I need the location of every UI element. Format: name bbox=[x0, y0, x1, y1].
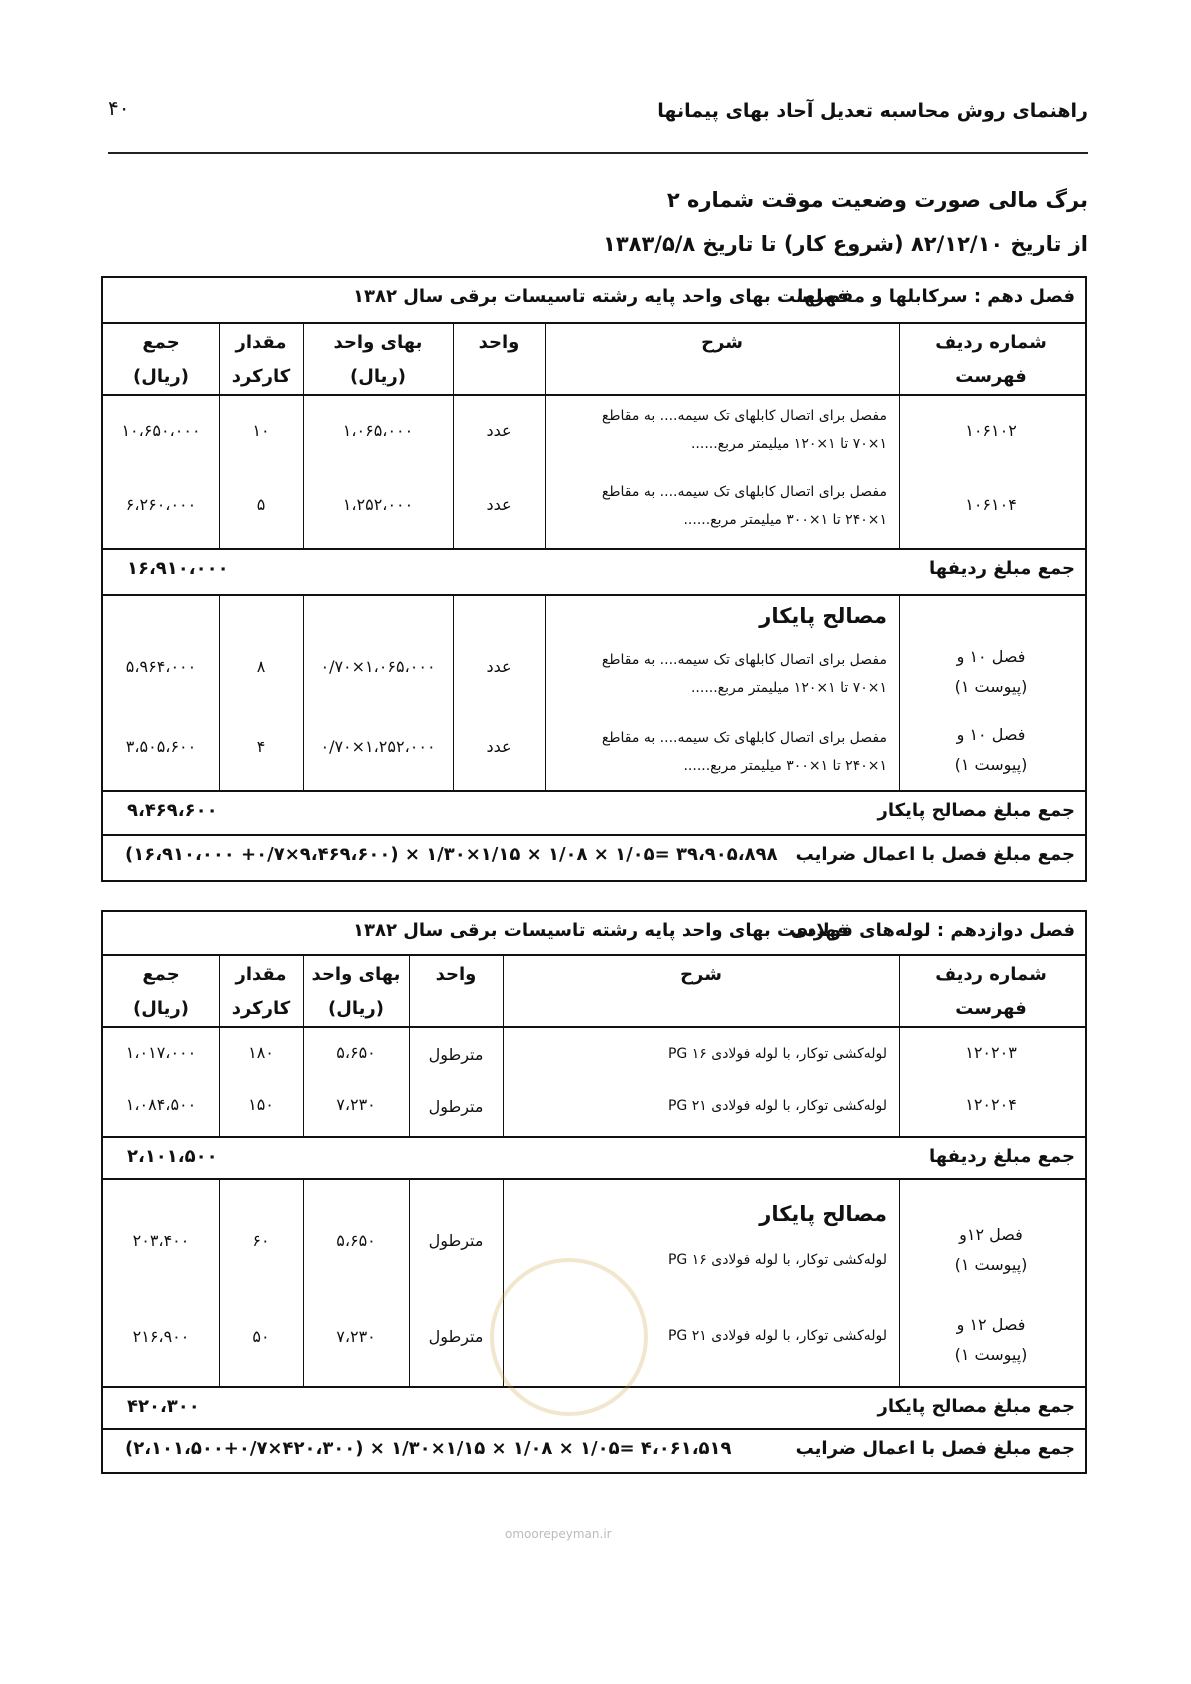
rows-sum-label: جمع مبلغ ردیفها bbox=[929, 558, 1075, 579]
row-unit: عدد bbox=[486, 657, 512, 676]
document-title: برگ مالی صورت وضعیت موقت شماره ۲ bbox=[666, 188, 1088, 212]
header-qty: مقدار کارکرد bbox=[231, 964, 291, 1019]
row-desc: لوله‌کشی توکار، با لوله فولادی ۲۱ PG bbox=[667, 1328, 887, 1344]
items-section bbox=[103, 1028, 1085, 1138]
row-desc: مفصل برای اتصال کابلهای تک سیمه.... به مقاطع ۱×۷۰ تا ۱×۱۲۰ میلیمتر مربع...... bbox=[601, 408, 887, 452]
header-unit: واحد bbox=[435, 964, 477, 985]
row-qty: ۱۵۰ bbox=[248, 1095, 274, 1114]
chapter-title: فصل دوازدهم : لوله‌های فولادی bbox=[790, 920, 1075, 941]
row-qty: ۶۰ bbox=[252, 1231, 270, 1250]
row-total: ۱،۰۸۴،۵۰۰ bbox=[125, 1095, 197, 1114]
row-desc: مفصل برای اتصال کابلهای تک سیمه.... به مقاطع ۱×۲۴۰ تا ۱×۳۰۰ میلیمتر مربع...... bbox=[601, 484, 887, 528]
items-section bbox=[103, 396, 1085, 550]
row-unit: مترطول bbox=[428, 1045, 484, 1064]
row-code: ۱۰۶۱۰۲ bbox=[965, 421, 1017, 440]
page-number: ۴۰ bbox=[108, 96, 130, 120]
row-code: فصل ۱۲و (پیوست ۱) bbox=[954, 1225, 1028, 1274]
row-unit-price: ۵،۶۵۰ bbox=[336, 1043, 376, 1062]
row-qty: ۱۰ bbox=[252, 421, 270, 440]
row-total: ۲۱۶،۹۰۰ bbox=[132, 1327, 190, 1346]
materials-title: مصالح پایکار bbox=[759, 604, 887, 628]
column-header-row bbox=[103, 956, 1085, 1028]
row-desc: مفصل برای اتصال کابلهای تک سیمه.... به مقاطع ۱×۲۴۰ تا ۱×۳۰۰ میلیمتر مربع...... bbox=[601, 730, 887, 774]
row-code: فصل ۱۰ و (پیوست ۱) bbox=[954, 725, 1028, 774]
row-unit-price: ۰/۷۰×۱،۲۵۲،۰۰۰ bbox=[320, 737, 436, 756]
rows-sum-band bbox=[103, 550, 1085, 596]
header-row-no: شماره ردیف فهرست bbox=[935, 332, 1047, 387]
row-qty: ۱۸۰ bbox=[248, 1043, 274, 1062]
chapter-title: فصل دهم : سرکابلها و مفصلها bbox=[797, 286, 1075, 307]
row-desc: مفصل برای اتصال کابلهای تک سیمه.... به مقاطع ۱×۷۰ تا ۱×۱۲۰ میلیمتر مربع...... bbox=[601, 652, 887, 696]
watermark-text: omoorepeyman.ir bbox=[505, 1527, 612, 1541]
header-desc: شرح bbox=[680, 964, 722, 985]
table-title-band bbox=[103, 912, 1085, 956]
final-sum-label: جمع مبلغ فصل با اعمال ضرایب bbox=[795, 844, 1075, 865]
materials-sum-value: ۴۲۰،۳۰۰ bbox=[127, 1396, 200, 1417]
row-unit-price: ۱،۰۶۵،۰۰۰ bbox=[342, 421, 414, 440]
row-code: ۱۲۰۲۰۴ bbox=[965, 1095, 1017, 1114]
row-unit: مترطول bbox=[428, 1231, 484, 1250]
final-sum-band bbox=[103, 1430, 1085, 1472]
row-total: ۱،۰۱۷،۰۰۰ bbox=[125, 1043, 197, 1062]
row-total: ۵،۹۶۴،۰۰۰ bbox=[125, 657, 197, 676]
header-unit-price: بهای واحد (ریال) bbox=[311, 964, 401, 1019]
row-desc: لوله‌کشی توکار، با لوله فولادی ۱۶ PG bbox=[667, 1252, 887, 1268]
row-unit: عدد bbox=[486, 495, 512, 514]
header-total: جمع (ریال) bbox=[133, 332, 189, 387]
materials-sum-value: ۹،۴۶۹،۶۰۰ bbox=[127, 800, 218, 821]
row-unit-price: ۱،۲۵۲،۰۰۰ bbox=[342, 495, 414, 514]
row-unit: مترطول bbox=[428, 1097, 484, 1116]
row-total: ۲۰۳،۴۰۰ bbox=[132, 1231, 190, 1250]
row-unit: عدد bbox=[486, 421, 512, 440]
final-sum-band bbox=[103, 836, 1085, 880]
materials-sum-label: جمع مبلغ مصالح پایکار bbox=[877, 800, 1075, 821]
column-header-row bbox=[103, 324, 1085, 396]
document-date-range: از تاریخ ۸۲/۱۲/۱۰ (شروع کار) تا تاریخ ۱۳۸۳/۵/۸ bbox=[603, 232, 1088, 256]
table-chapter-10 bbox=[101, 276, 1087, 882]
row-unit-price: ۰/۷۰×۱،۰۶۵،۰۰۰ bbox=[320, 657, 436, 676]
row-qty: ۸ bbox=[256, 657, 266, 676]
row-total: ۳،۵۰۵،۶۰۰ bbox=[125, 737, 197, 756]
rows-sum-band bbox=[103, 1138, 1085, 1180]
header-unit-price: بهای واحد (ریال) bbox=[333, 332, 423, 387]
materials-sum-band bbox=[103, 792, 1085, 836]
row-total: ۱۰،۶۵۰،۰۰۰ bbox=[121, 421, 201, 440]
final-sum-formula: (۲،۱۰۱،۵۰۰+۰/۷×۴۲۰،۳۰۰) × ۱/۳۰×۱/۱۵ × ۱/۰۸ × ۱/۰۵= ۴،۰۶۱،۵۱۹ bbox=[125, 1438, 732, 1459]
rows-sum-label: جمع مبلغ ردیفها bbox=[929, 1146, 1075, 1167]
row-desc: لوله‌کشی توکار، با لوله فولادی ۲۱ PG bbox=[667, 1098, 887, 1114]
rows-sum-value: ۱۶،۹۱۰،۰۰۰ bbox=[127, 558, 229, 579]
row-total: ۶،۲۶۰،۰۰۰ bbox=[125, 495, 197, 514]
header-unit: واحد bbox=[478, 332, 520, 353]
materials-title: مصالح پایکار bbox=[759, 1202, 887, 1226]
final-sum-label: جمع مبلغ فصل با اعمال ضرایب bbox=[795, 1438, 1075, 1459]
row-unit-price: ۷،۲۳۰ bbox=[336, 1327, 376, 1346]
row-code: ۱۰۶۱۰۴ bbox=[965, 495, 1017, 514]
row-code: فصل ۱۲ و (پیوست ۱) bbox=[954, 1315, 1028, 1364]
header-total: جمع (ریال) bbox=[133, 964, 189, 1019]
header-qty: مقدار کارکرد bbox=[231, 332, 291, 387]
row-unit-price: ۷،۲۳۰ bbox=[336, 1095, 376, 1114]
row-qty: ۵ bbox=[256, 495, 266, 514]
header-desc: شرح bbox=[701, 332, 743, 353]
header-row-no: شماره ردیف فهرست bbox=[935, 964, 1047, 1019]
row-unit: عدد bbox=[486, 737, 512, 756]
price-list-title: فهرست بهای واحد پایه رشته تاسیسات برقی سال ۱۳۸۲ bbox=[353, 286, 849, 307]
table-title-band bbox=[103, 278, 1085, 324]
row-desc: لوله‌کشی توکار، با لوله فولادی ۱۶ PG bbox=[667, 1046, 887, 1062]
materials-sum-label: جمع مبلغ مصالح پایکار bbox=[877, 1396, 1075, 1417]
materials-section bbox=[103, 596, 1085, 792]
price-list-title: فهرست بهای واحد پایه رشته تاسیسات برقی سال ۱۳۸۲ bbox=[353, 920, 849, 941]
row-unit-price: ۵،۶۵۰ bbox=[336, 1231, 376, 1250]
final-sum-formula: (۱۶،۹۱۰،۰۰۰ +۰/۷×۹،۴۶۹،۶۰۰) × ۱/۳۰×۱/۱۵ × ۱/۰۸ × ۱/۰۵= ۳۹،۹۰۵،۸۹۸ bbox=[125, 844, 778, 865]
row-qty: ۵۰ bbox=[252, 1327, 270, 1346]
row-code: فصل ۱۰ و (پیوست ۱) bbox=[954, 647, 1028, 696]
row-unit: مترطول bbox=[428, 1327, 484, 1346]
row-qty: ۴ bbox=[256, 737, 266, 756]
watermark-logo-icon bbox=[490, 1258, 648, 1416]
page-header-title: راهنمای روش محاسبه تعدیل آحاد بهای پیمانها bbox=[657, 100, 1088, 122]
page-header bbox=[108, 96, 1088, 154]
row-code: ۱۲۰۲۰۳ bbox=[965, 1043, 1017, 1062]
rows-sum-value: ۲،۱۰۱،۵۰۰ bbox=[127, 1146, 218, 1167]
